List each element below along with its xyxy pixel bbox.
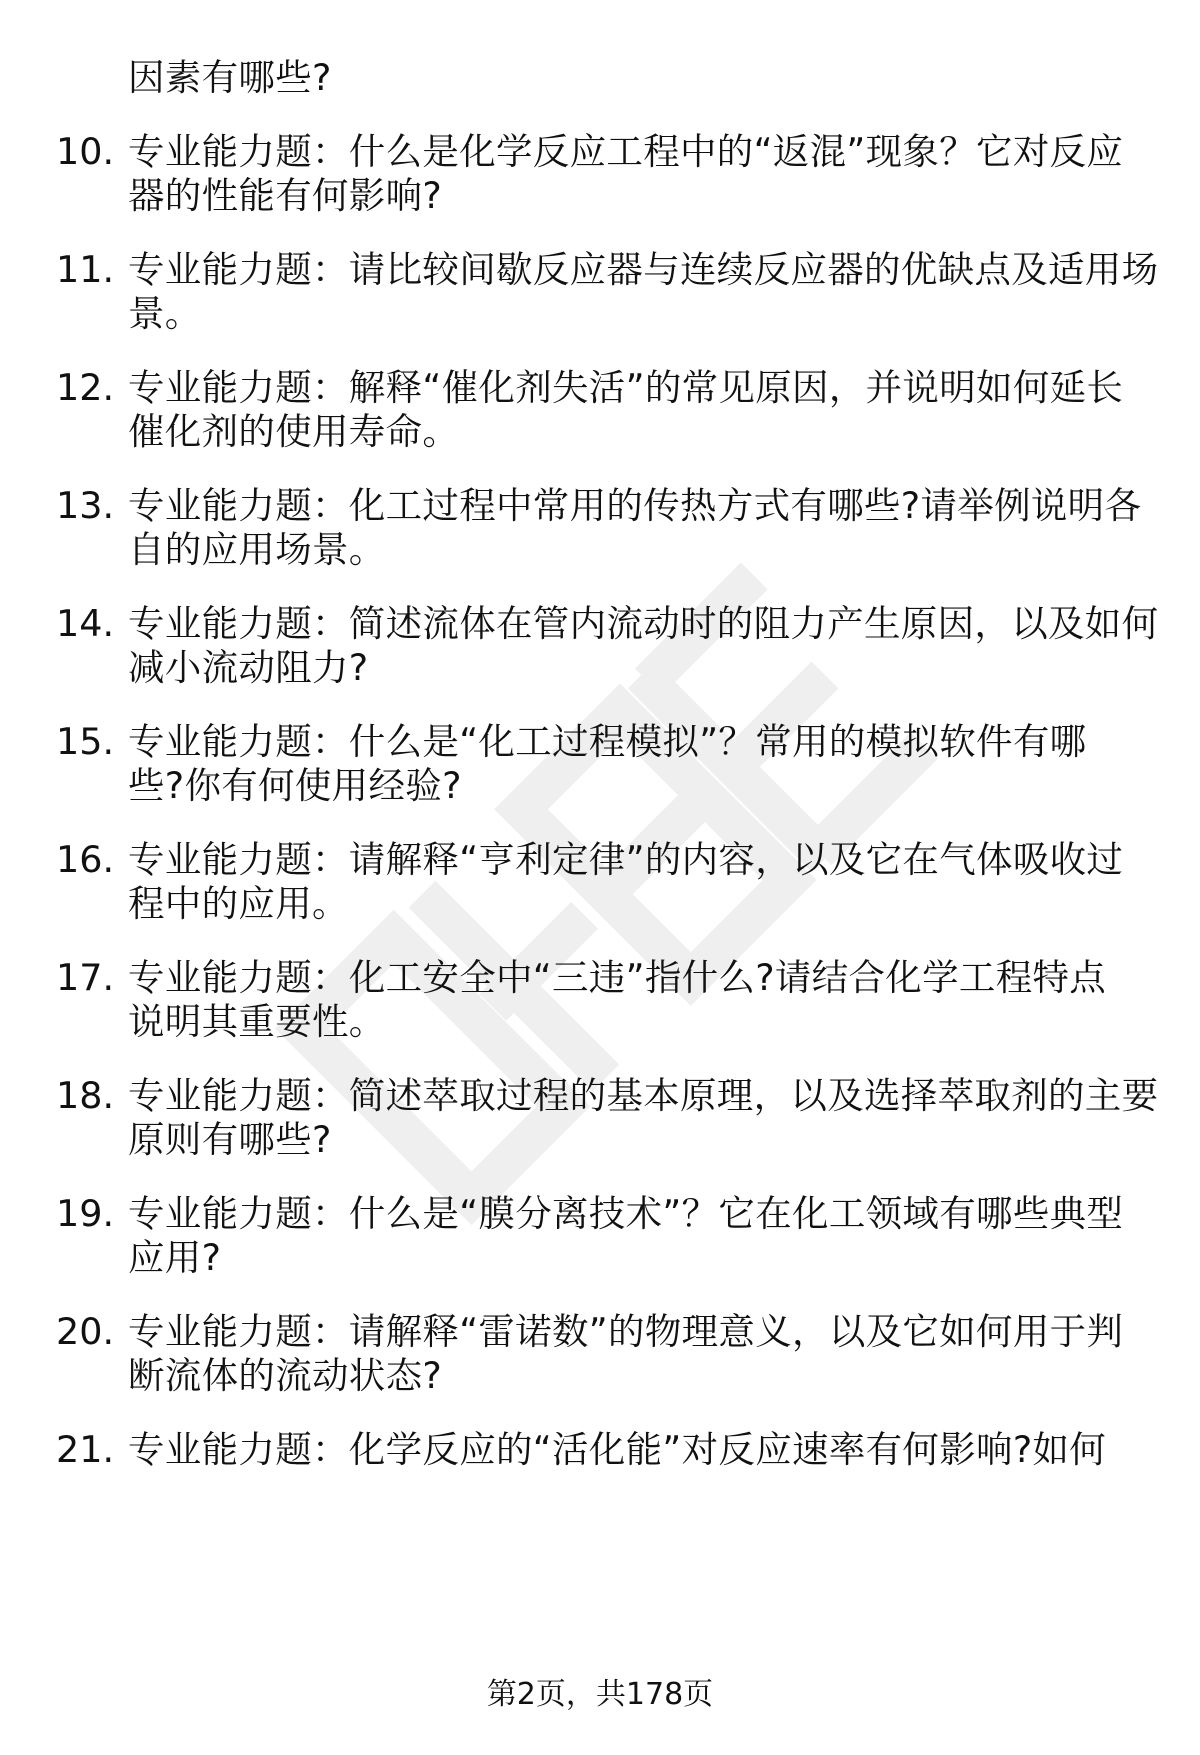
question-number: 10.: [56, 130, 115, 173]
question-text-continued: 景。: [128, 292, 202, 335]
question-number: 12.: [56, 366, 115, 409]
question-number: 14.: [56, 602, 115, 645]
question-text: 专业能力题：化工过程中常用的传热方式有哪些?请举例说明各: [128, 484, 1142, 527]
question-text: 专业能力题：化工安全中“三违”指什么?请结合化学工程特点: [128, 956, 1107, 999]
question-text-continued: 程中的应用。: [128, 882, 349, 925]
question-number: 13.: [56, 484, 115, 527]
question-number: 19.: [56, 1192, 115, 1235]
question-number: 16.: [56, 838, 115, 881]
question-text-continued: 说明其重要性。: [128, 1000, 386, 1043]
question-text: 专业能力题：什么是“膜分离技术”？它在化工领域有哪些典型: [128, 1192, 1124, 1235]
question-text: 专业能力题：简述流体在管内流动时的阻力产生原因，以及如何: [128, 602, 1159, 645]
question-text: 专业能力题：请比较间歇反应器与连续反应器的优缺点及适用场: [128, 248, 1159, 291]
question-text-continued: 应用?: [128, 1236, 222, 1279]
question-text: 专业能力题：简述萃取过程的基本原理，以及选择萃取剂的主要: [128, 1074, 1159, 1117]
question-number: 15.: [56, 720, 115, 763]
question-number: 17.: [56, 956, 115, 999]
question-text-continued: 原则有哪些?: [128, 1118, 332, 1161]
question-text-continued: 减小流动阻力?: [128, 646, 369, 689]
question-number: 11.: [56, 248, 115, 291]
question-text: 专业能力题：什么是“化工过程模拟”？常用的模拟软件有哪: [128, 720, 1087, 763]
question-number: 21.: [56, 1428, 115, 1471]
question-text-continued: 些?你有何使用经验?: [128, 764, 462, 807]
question-text: 专业能力题：请解释“雷诺数”的物理意义，以及它如何用于判: [128, 1310, 1124, 1353]
question-text-continued: 催化剂的使用寿命。: [128, 410, 460, 453]
question-text: 专业能力题：什么是化学反应工程中的“返混”现象？它对反应: [128, 130, 1124, 173]
question-text: 专业能力题：请解释“亨利定律”的内容，以及它在气体吸收过: [128, 838, 1124, 881]
question-text: 专业能力题：化学反应的“活化能”对反应速率有何影响?如何: [128, 1428, 1107, 1471]
question-text-continued: 器的性能有何影响?: [128, 174, 443, 217]
question-text-continued: 自的应用场景。: [128, 528, 386, 571]
question-number: 20.: [56, 1310, 115, 1353]
question-text: 专业能力题：解释“催化剂失活”的常见原因，并说明如何延长: [128, 366, 1124, 409]
question-text-continued: 断流体的流动状态?: [128, 1354, 443, 1397]
page-footer: 第2页，共178页: [486, 1677, 714, 1712]
question-number: 18.: [56, 1074, 115, 1117]
continuation-line: 因素有哪些?: [128, 56, 332, 99]
